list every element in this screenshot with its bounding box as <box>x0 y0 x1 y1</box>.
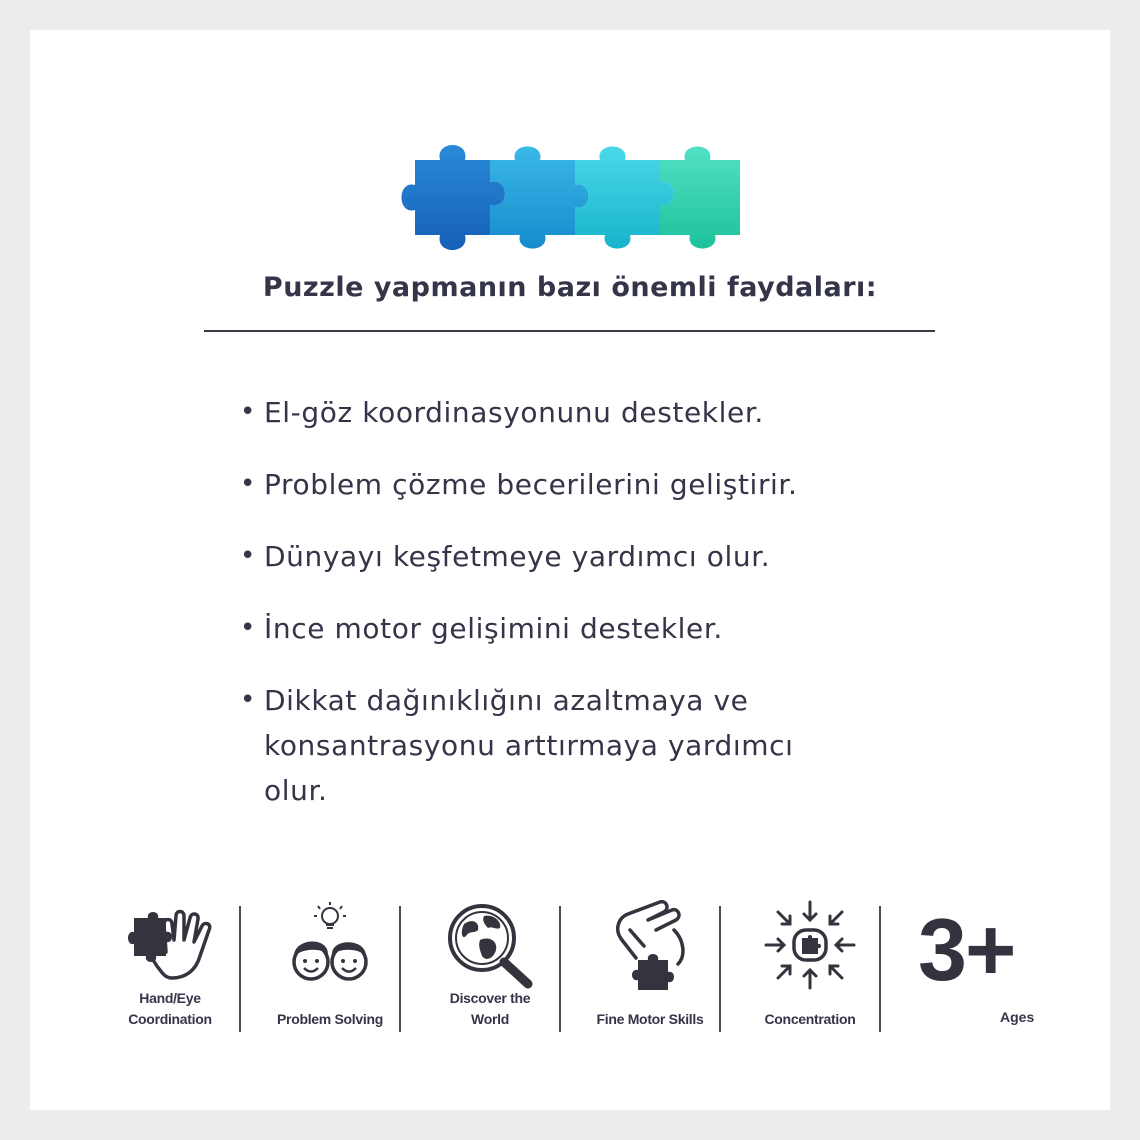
badge-label: Hand/Eye Coordination <box>128 990 212 1027</box>
benefit-text: Dikkat dağınıklığını azaltmaya ve konsantrasyonu arttırmaya yardımcı olur. <box>264 684 794 807</box>
divider <box>239 906 241 1032</box>
benefit-text: Dünyayı keşfetmeye yardımcı olur. <box>264 540 771 573</box>
list-item <box>240 606 940 651</box>
badge-hand-eye <box>90 900 250 1040</box>
badge-discover-world <box>410 900 570 1040</box>
badge-label: Fine Motor Skills <box>596 1011 704 1027</box>
benefit-text: El-göz koordinasyonunu destekler. <box>264 396 764 429</box>
globe-magnifier-icon <box>440 900 540 990</box>
badge-label: Concentration <box>764 1011 856 1027</box>
badge-label: Discover the World <box>449 990 531 1027</box>
badge-concentration <box>730 900 890 1040</box>
badge-fine-motor <box>570 900 730 1040</box>
bullet: • <box>240 541 256 571</box>
puzzle-piece-2 <box>490 147 589 249</box>
fingers-puzzle-icon <box>600 900 700 990</box>
list-item <box>240 678 940 813</box>
arrows-puzzle-icon <box>760 900 860 990</box>
age-label: Ages <box>1000 1009 1035 1025</box>
puzzle-piece-3 <box>575 147 674 249</box>
age-value: 3+ <box>918 900 1015 999</box>
list-item <box>240 390 940 435</box>
bullet: • <box>240 469 256 499</box>
benefit-text: Problem çözme becerilerini geliştirir. <box>264 468 798 501</box>
page-title: Puzzle yapmanın bazı önemli faydaları: <box>262 272 878 303</box>
bullet: • <box>240 397 256 427</box>
divider <box>399 906 401 1032</box>
infographic-card <box>30 30 1110 1110</box>
list-item <box>240 534 940 579</box>
badge-label: Problem Solving <box>277 1011 383 1027</box>
badge-age <box>890 900 1050 1040</box>
divider <box>204 330 935 332</box>
divider <box>879 906 881 1032</box>
kids-lightbulb-icon <box>280 900 380 990</box>
divider <box>719 906 721 1032</box>
benefit-text: İnce motor gelişimini destekler. <box>264 612 723 645</box>
puzzle-piece-1 <box>402 145 506 250</box>
divider <box>559 906 561 1032</box>
hand-puzzle-icon <box>120 900 220 990</box>
bullet: • <box>240 613 256 643</box>
puzzle-pieces-icon <box>395 130 745 260</box>
benefits-list <box>240 390 940 840</box>
list-item <box>240 462 940 507</box>
badge-problem-solving <box>250 900 410 1040</box>
bullet: • <box>240 685 256 715</box>
skill-badges <box>90 900 1050 1040</box>
